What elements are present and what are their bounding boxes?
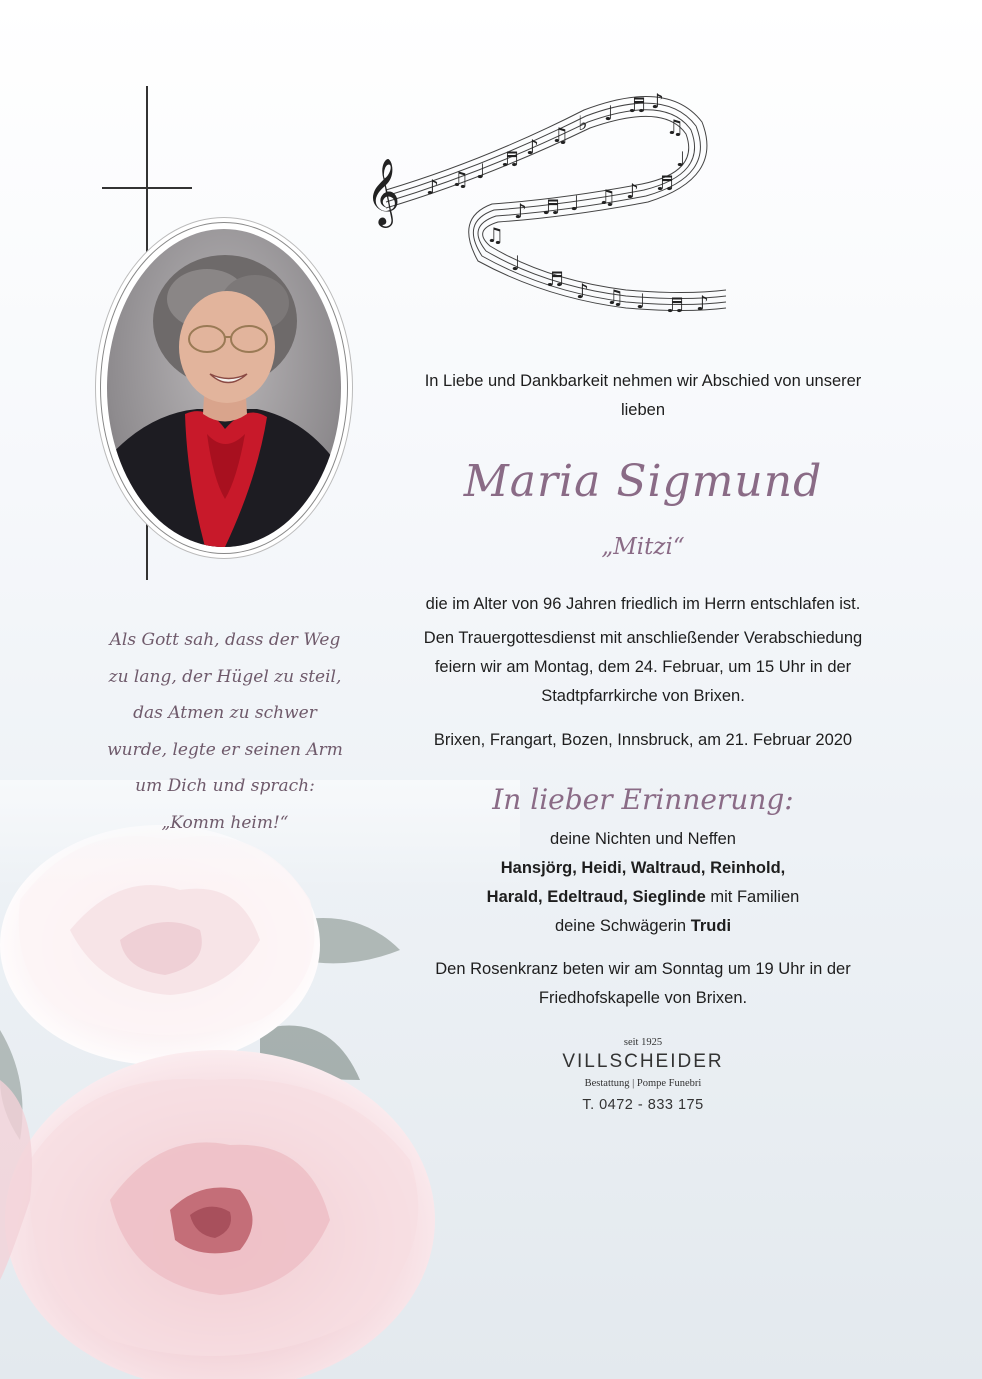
deceased-name: Maria Sigmund	[463, 456, 823, 507]
svg-text:♪: ♪	[576, 279, 589, 303]
rosary-line: Friedhofskapelle von Brixen.	[538, 989, 748, 1007]
mourners-list	[400, 825, 886, 941]
intro-text	[400, 367, 886, 425]
mourners-line: Harald, Edeltraud, Sieglinde mit Familien	[486, 888, 800, 906]
svg-text:♪: ♪	[651, 89, 664, 113]
portrait-frame	[100, 222, 348, 554]
age-line: die im Alter von 96 Jahren friedlich im Herrn entschlafen ist.	[425, 595, 861, 613]
svg-text:♪: ♪	[514, 199, 527, 223]
memory-heading: In lieber Erinnerung:	[492, 783, 794, 816]
svg-text:♬: ♬	[542, 195, 560, 219]
svg-text:♫: ♫	[451, 167, 469, 191]
service-line: Stadtpfarrkirche von Brixen.	[541, 687, 745, 705]
mourners-line: deine Nichten und Neffen	[550, 830, 736, 848]
mourners-line: deine Schwägerin Trudi	[554, 917, 732, 935]
portrait-illustration	[107, 229, 341, 547]
funeral-home-phone: T. 0472 - 833 175	[582, 1097, 704, 1113]
svg-text:♩: ♩	[676, 147, 686, 171]
svg-text:♩: ♩	[476, 159, 486, 183]
quote-line: wurde, legte er seinen Arm	[107, 739, 343, 760]
funeral-home-subtitle: Bestattung | Pompe Funebri	[584, 1078, 702, 1089]
rosary-text	[400, 955, 886, 1013]
svg-text:♫: ♫	[666, 115, 684, 139]
svg-text:♩: ♩	[604, 101, 614, 125]
quote-line: das Atmen zu schwer	[133, 703, 317, 723]
quote-line: „Komm heim!“	[161, 812, 289, 833]
svg-text:♫: ♫	[598, 185, 616, 209]
svg-text:𝄞: 𝄞	[366, 157, 401, 225]
service-line: Den Trauergottesdienst mit anschließender Verabschiedung	[423, 629, 863, 647]
mourners-names: Harald, Edeltraud, Sieglinde	[486, 888, 706, 906]
intro-line: lieben	[620, 401, 666, 419]
funeral-home-name: VILLSCHEIDER	[562, 1051, 724, 1072]
rosary-line: Den Rosenkranz beten wir am Sonntag um 19 Uhr in der	[435, 960, 851, 978]
svg-text:♬: ♬	[656, 171, 674, 195]
svg-text:♬: ♬	[666, 293, 684, 317]
svg-text:♪: ♪	[696, 291, 709, 315]
quote-line: um Dich und sprach:	[135, 776, 315, 796]
service-line: feiern wir am Montag, dem 24. Februar, um 15 Uhr in der	[434, 658, 852, 676]
deceased-nickname: „Mitzi“	[601, 534, 685, 560]
quote-line: Als Gott sah, dass der Weg	[109, 630, 341, 650]
music-notes-icon	[366, 86, 736, 332]
svg-text:♬: ♬	[628, 93, 646, 117]
intro-line: In Liebe und Dankbarkeit nehmen wir Abschied von unserer	[424, 372, 862, 390]
svg-text:♫: ♫	[551, 123, 569, 147]
svg-text:♭: ♭	[578, 111, 588, 135]
memorial-quote	[60, 622, 390, 841]
sister-in-law-name: Trudi	[690, 917, 732, 935]
svg-text:♬: ♬	[501, 147, 519, 171]
funeral-home-since: seit 1925	[623, 1037, 663, 1048]
svg-text:♪: ♪	[526, 135, 539, 159]
svg-text:♩: ♩	[511, 251, 521, 275]
svg-text:♩: ♩	[570, 191, 580, 215]
svg-text:♬: ♬	[546, 267, 564, 291]
quote-line: zu lang, der Hügel zu steil,	[108, 666, 342, 687]
svg-text:♪: ♪	[426, 175, 439, 199]
service-details	[400, 624, 886, 711]
mourners-names: Hansjörg, Heidi, Waltraud, Reinhold,	[500, 859, 786, 877]
place-date: Brixen, Frangart, Bozen, Innsbruck, am 21. Februar 2020	[433, 731, 853, 749]
svg-text:♫: ♫	[486, 223, 504, 247]
portrait-photo	[107, 229, 341, 547]
svg-text:♩: ♩	[636, 289, 646, 313]
cross-icon-bar	[102, 187, 192, 189]
svg-text:♪: ♪	[626, 179, 639, 203]
svg-text:♫: ♫	[606, 285, 624, 309]
